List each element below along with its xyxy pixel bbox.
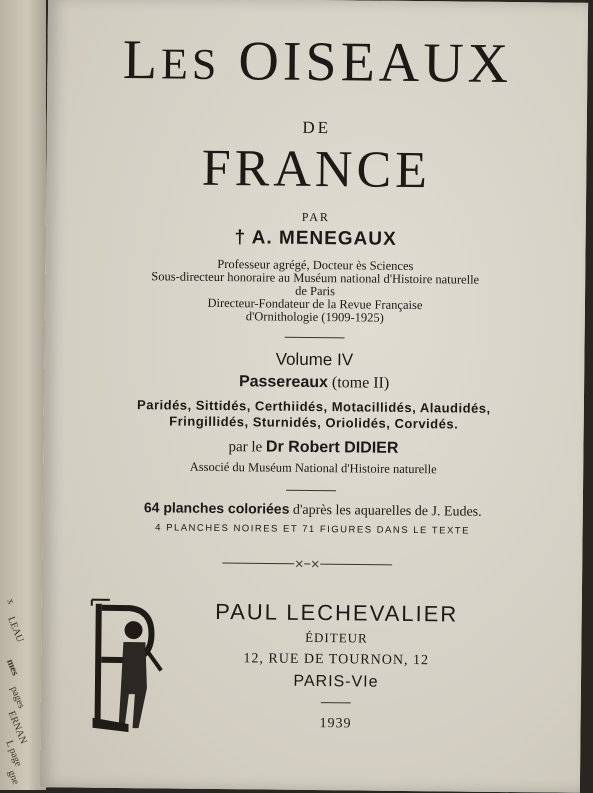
facing-page-fragment: L page xyxy=(3,738,24,769)
author-credential: Professeur agrégé, Docteur ès Sciences xyxy=(217,256,414,274)
par-label: PAR xyxy=(301,209,331,225)
plates-figures-line: 4 PLANCHES NOIRES ET 71 FIGURES DANS LE TEXTE xyxy=(155,522,471,537)
coauthor-name: Robert DIDIER xyxy=(283,438,399,457)
title-line-1 xyxy=(47,27,588,97)
families-line: Paridés, Sittidés, Certhiidés, Motacillidés, Alaudidés, xyxy=(137,397,491,416)
coauthor-line xyxy=(43,436,583,460)
facing-page-fragment: pages xyxy=(8,684,27,711)
coauthor-title: Dr xyxy=(265,438,284,456)
section-tome: (tome II) xyxy=(327,374,390,392)
author-name: † A. MENEGAUX xyxy=(234,227,397,250)
section-name: Passereaux xyxy=(238,373,329,392)
section-title xyxy=(44,371,584,395)
title-line-2: FRANCE xyxy=(201,139,432,200)
coauthor-affiliation: Associé du Muséum National d'Histoire naturelle xyxy=(189,459,437,477)
title-de: DE xyxy=(302,117,332,138)
plates-count: 64 planches coloriées xyxy=(143,499,290,517)
author-credential: Sous-directeur honoraire au Muséum national d'Histoire naturelle xyxy=(151,269,480,287)
facing-page-fragment: ERNAN xyxy=(5,709,29,746)
coauthor-prefix: par le xyxy=(228,439,267,456)
author-credential: Directeur-Fondateur de la Revue Française xyxy=(207,295,423,313)
publisher-city: PARIS-VIe xyxy=(293,672,379,691)
facing-page-fragment: LEAU xyxy=(5,615,26,644)
volume-label: Volume IV xyxy=(275,349,354,370)
publisher-address: 12, RUE DE TOURNON, 12 xyxy=(243,651,430,669)
ornament-divider xyxy=(222,557,392,571)
publisher-name: PAUL LECHEVALIER xyxy=(215,598,459,627)
facing-page-fragment: gne xyxy=(5,768,22,787)
families-line: Fringillidés, Sturnidés, Oriolidés, Corvidés. xyxy=(169,413,459,432)
title-page xyxy=(40,0,588,793)
title-smallcaps: ES xyxy=(160,39,221,89)
plates-artist: d'après les aquarelles de J. Eudes. xyxy=(289,502,482,520)
divider xyxy=(285,337,345,339)
divider xyxy=(286,490,336,492)
facing-page-fragment: mes xyxy=(4,657,21,678)
title-word-oiseaux: OISEAUX xyxy=(220,30,513,96)
publisher-logo-icon xyxy=(88,598,169,739)
facing-page-edge xyxy=(0,0,46,790)
facing-page-fragment: x xyxy=(4,597,17,606)
divider xyxy=(321,702,351,703)
plates-line xyxy=(43,498,583,522)
publication-year: 1939 xyxy=(319,716,352,732)
title-initial: L xyxy=(122,28,162,92)
author-credential: de Paris xyxy=(295,283,336,299)
publisher-role: ÉDITEUR xyxy=(305,629,368,646)
author-credential: d'Ornithologie (1909-1925) xyxy=(245,309,384,325)
